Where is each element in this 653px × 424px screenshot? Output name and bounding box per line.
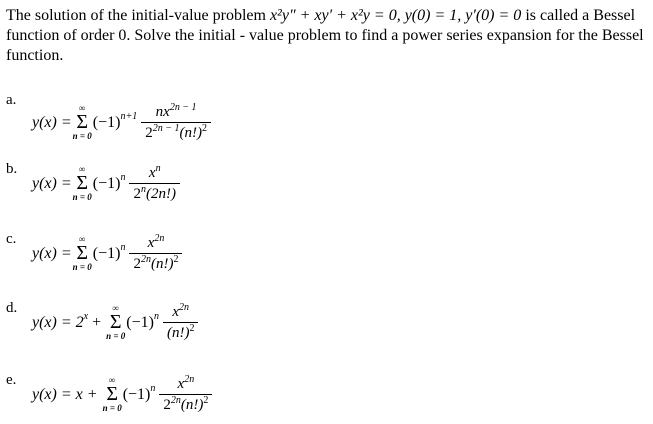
option-d-letter: d. — [6, 300, 18, 316]
sigma-symbol: Σ — [106, 383, 118, 405]
fraction-denominator: $2^{2n - 1}(n!)^2$ — [141, 122, 211, 143]
option-e-lhs: y(x) = x + — [32, 386, 102, 403]
option-e-base: (−1) — [122, 386, 151, 403]
option-a-power: n+1 — [120, 110, 138, 122]
option-d-fraction — [163, 303, 199, 343]
fraction-denominator: $(n!)^2$ — [163, 322, 199, 343]
option-b-sum — [73, 165, 92, 203]
option-b-formula — [32, 164, 180, 204]
option-e-power: n — [150, 382, 156, 394]
fraction-numerator: $x^n$ — [148, 163, 161, 181]
sum-upper-limit: ∞ — [79, 103, 86, 113]
fraction-numerator: $x^{2n}$ — [177, 374, 195, 392]
fraction-numerator: $x^{2n}$ — [147, 233, 165, 251]
option-b-fraction — [129, 164, 180, 204]
sum-upper-limit: ∞ — [112, 303, 119, 313]
option-a-sum — [73, 104, 92, 142]
fraction-denominator: $2^{2n}(n!)^2$ — [159, 394, 212, 415]
sum-lower-limit: n = 0 — [72, 131, 92, 141]
option-e-fraction — [159, 375, 212, 415]
option-b-base: (−1) — [92, 175, 121, 192]
sum-lower-limit: n = 0 — [106, 331, 126, 341]
sum-lower-limit: n = 0 — [72, 262, 92, 272]
sum-lower-limit: n = 0 — [72, 192, 92, 202]
option-a-lhs: y(x) = — [32, 114, 72, 131]
option-d-sum — [106, 304, 125, 342]
option-c-power: n — [120, 241, 126, 253]
option-c-letter: c. — [6, 231, 17, 247]
sigma-symbol: Σ — [76, 172, 89, 194]
option-d-lhs: y(x) = 2 — [32, 314, 84, 331]
option-a-fraction — [141, 103, 211, 143]
fraction-denominator: 2$^n$(2n!) — [129, 183, 180, 204]
fraction-numerator: $nx^{2n - 1}$ — [155, 102, 197, 120]
option-c-sum — [73, 235, 92, 273]
option-e-sum — [103, 376, 122, 414]
sum-upper-limit: ∞ — [79, 234, 86, 244]
option-d-formula — [32, 303, 198, 343]
problem-equation: x²y″ + xy′ + x²y = 0, y(0) = 1, y′(0) = 0 — [269, 7, 522, 24]
problem-statement — [6, 6, 650, 66]
option-c-formula — [32, 234, 182, 274]
fraction-numerator: $x^{2n}$ — [172, 302, 190, 320]
option-a-letter: a. — [6, 92, 17, 108]
sigma-symbol: Σ — [76, 111, 89, 133]
sum-lower-limit: n = 0 — [102, 403, 122, 413]
option-b-letter: b. — [6, 161, 18, 177]
fraction-denominator: $2^{2n}(n!)^2$ — [129, 253, 182, 274]
option-e-letter: e. — [6, 372, 17, 388]
option-a-formula — [32, 103, 211, 143]
problem-intro: The solution of the initial-value problem — [6, 7, 266, 24]
sigma-symbol: Σ — [109, 311, 122, 333]
sigma-symbol: Σ — [76, 242, 89, 264]
option-a-base: (−1) — [92, 114, 121, 131]
option-e-formula — [32, 375, 212, 415]
option-b-power: n — [120, 171, 126, 183]
sum-upper-limit: ∞ — [108, 375, 116, 385]
option-d-lhs-power: x — [83, 310, 89, 322]
option-b-lhs: y(x) = — [32, 175, 72, 192]
problem-outro: is called a Bessel function of order 0. Solve the initial - value problem to find a power series expansion for the Bessel function. — [6, 7, 644, 64]
option-d-power: n — [153, 310, 159, 322]
option-d-lhs-tail: + — [88, 314, 106, 331]
option-c-lhs: y(x) = — [32, 245, 72, 262]
option-d-base: (−1) — [126, 314, 154, 331]
sum-upper-limit: ∞ — [79, 164, 86, 174]
option-c-base: (−1) — [92, 245, 121, 262]
option-c-fraction — [129, 234, 182, 274]
